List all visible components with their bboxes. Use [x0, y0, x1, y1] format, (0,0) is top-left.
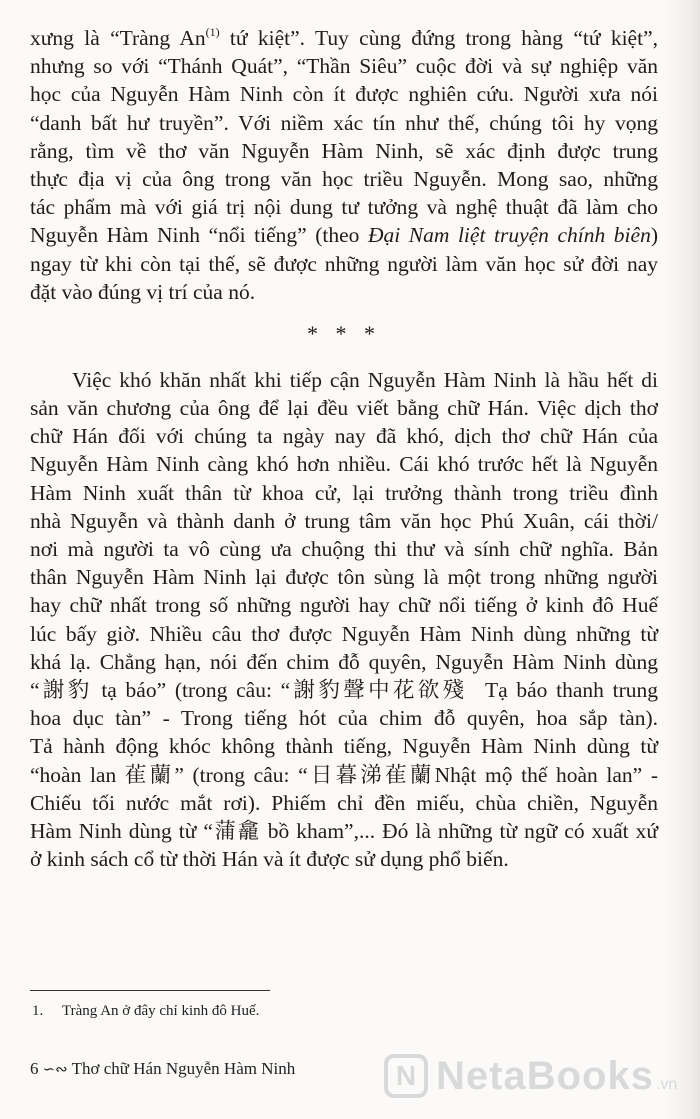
- text-line: “hoàn lan 雈蘭” (trong câu: “日暮涕雈蘭Nhật mộ thế hoàn lan” -: [30, 762, 658, 787]
- netabooks-logo-icon: N: [384, 1054, 428, 1098]
- text-line: “danh bất hư truyền”. Với niềm xác tín như thế, chúng tôi hy vọng: [30, 110, 658, 135]
- text-line: thực địa vị của ông trong văn học triều Nguyễn. Mong sao, những: [30, 166, 658, 191]
- page-number: 6: [30, 1059, 39, 1078]
- text-line: nhà Nguyễn và thành danh ở trung tâm văn học Phú Xuân, cái thời/: [30, 508, 658, 533]
- page-footer: [30, 1059, 295, 1079]
- text-line: tác phẩm mà với giá trị nội dung tư tưởng và nghệ thuật đã làm cho: [30, 195, 658, 220]
- text-line: nhưng so với “Thánh Quát”, “Thần Siêu” cuộc đời và sự nghiệp văn: [30, 54, 658, 79]
- text-line: Chiếu tối nước mắt rơi). Phiếm chỉ đền miếu, chùa chiền, Nguyễn: [30, 790, 658, 815]
- text-line: thân Nguyễn Hàm Ninh lại được tôn sùng là một trong những người: [30, 565, 658, 590]
- text-line: Nguyễn Hàm Ninh càng khó hơn nhiều. Cái khó trước hết là Nguyễn: [30, 452, 658, 477]
- text-line: Nguyễn Hàm Ninh “nổi tiếng” (theo Đại Nam liệt truyện chính biên): [30, 223, 658, 248]
- footnote: [32, 1003, 259, 1020]
- text-line: lúc bấy giờ. Nhiều câu thơ được Nguyễn Hàm Ninh dùng những từ: [30, 621, 658, 646]
- footnote-number: 1.: [32, 1003, 44, 1019]
- watermark-suffix: .vn: [655, 1076, 678, 1093]
- running-title: Thơ chữ Hán Nguyễn Hàm Ninh: [71, 1059, 296, 1078]
- text-line: sản văn chương của ông để lại đều viết bằng chữ Hán. Việc dịch thơ: [30, 396, 658, 421]
- page-edge-shadow: [664, 0, 700, 1119]
- section-separator: * * *: [307, 320, 381, 346]
- text-line: học của Nguyễn Hàm Ninh còn ít được nghiên cứu. Người xưa nói: [30, 82, 658, 107]
- text-line: hoa dục tàn” - Trong tiếng hót của chim đỗ quyên, hoa sắp tàn).: [30, 706, 658, 731]
- text-line: nơi mà người ta vô cùng ưa chuộng thi thư và sính chữ nghĩa. Bản: [30, 537, 658, 561]
- text-line: ở kinh sách cổ từ thời Hán và ít được sử dụng phổ biến.: [30, 847, 509, 872]
- footnote-ref[interactable]: (1): [205, 25, 220, 39]
- footnote-text: Tràng An ở đây chỉ kinh đô Huế.: [62, 1003, 260, 1019]
- text-line: chữ Hán đối với chúng ta ngày nay đã khó, dịch thơ chữ Hán của: [30, 424, 658, 449]
- text-line: ngay từ khi còn tại thế, sẽ được những người làm văn học sử đời nay: [30, 251, 658, 276]
- body-text: [30, 24, 658, 873]
- text-line: hay chữ nhất trong số những người hay chữ nổi tiếng ở kinh đô Huế: [30, 593, 658, 618]
- ornament-icon: ∽∾: [42, 1062, 68, 1078]
- text-line: Tả hành động khóc không thành tiếng, Nguyễn Hàm Ninh dùng từ: [30, 734, 658, 759]
- text-line: Hàm Ninh xuất thân từ khoa cử, lại trưởng thành trong triều đình: [30, 480, 658, 505]
- text-line: “謝豹 tạ báo” (trong câu: “謝豹聲中花欲殘 Tạ báo thanh trung: [30, 677, 658, 702]
- book-title: Đại Nam liệt truyện chính biên: [367, 223, 651, 248]
- text-line: Hàm Ninh dùng từ “蒲龕 bồ kham”,... Đó là những từ ngữ có xuất xứ: [30, 818, 658, 843]
- watermark: [384, 1048, 677, 1104]
- text-line: rằng, tìm về thơ văn Nguyễn Hàm Ninh, sẽ xác định được trung: [30, 138, 658, 163]
- footnote-divider: [30, 990, 270, 991]
- text-line: Việc khó khăn nhất khi tiếp cận Nguyễn Hàm Ninh là hầu hết di: [72, 367, 658, 392]
- text-line: xưng là “Tràng An$^{(1)}$ tứ kiệt”. Tuy cùng đứng trong hàng “tứ kiệt”,: [30, 25, 658, 50]
- text-line: khá lạ. Chẳng hạn, nói đến chim đỗ quyên, Nguyễn Hàm Ninh dùng: [30, 649, 658, 674]
- text-line: đặt vào đúng vị trí của nó.: [30, 279, 256, 304]
- watermark-text: NetaBooks: [436, 1053, 654, 1098]
